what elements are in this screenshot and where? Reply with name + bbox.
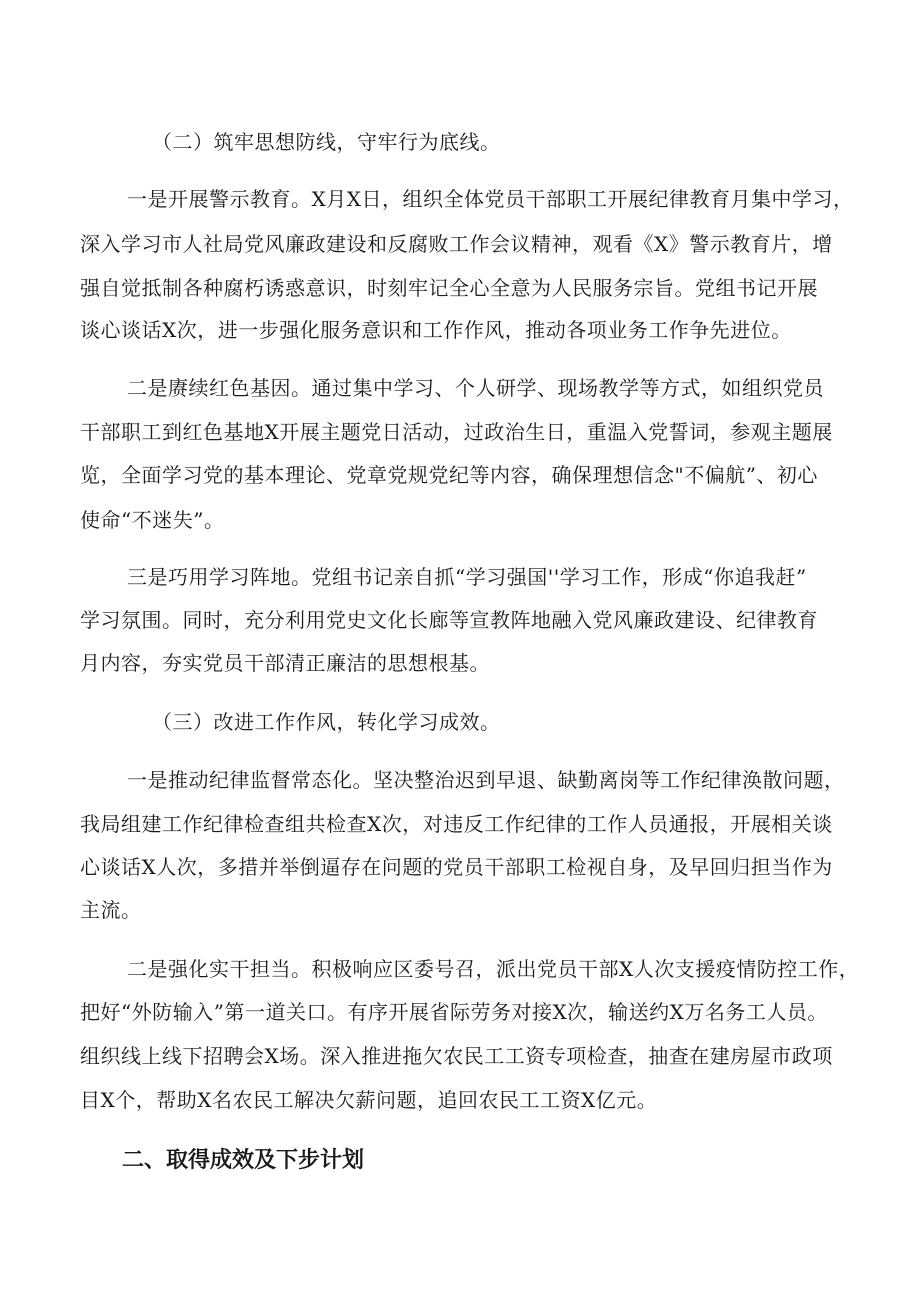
text-line: 一是推动纪律监督常态化。坚决整治迟到早退、缺勤离岗等工作纪律涣散问题，: [127, 768, 845, 792]
text-line: 览，全面学习党的基本理论、党章党规党纪等内容，确保理想信念"不偏航”、初心: [80, 463, 818, 487]
text-line: 我局组建工作纪律检查组共检查X次，对违反工作纪律的工作人员通报，开展相关谈: [80, 812, 833, 836]
text-line: 月内容，夯实党员干部清正廉洁的思想根基。: [80, 651, 490, 675]
text-line: 强自觉抵制各种腐朽诱惑意识，时刻牢记全心全意为人民服务宗旨。党组书记开展: [80, 276, 818, 300]
text-line: 心谈话X人次，多措并举倒逼存在问题的党员干部职工检视自身，及早回归担当作为: [80, 855, 833, 879]
text-line: 二是赓续红色基因。通过集中学习、个人研学、现场教学等方式，如组织党员: [127, 376, 824, 400]
text-line: 深入学习市人社局党风廉政建设和反腐败工作会议精神，观看《X》警示教育片，增: [80, 232, 833, 256]
text-line: 二是强化实干担当。积极响应区委号召，派出党员干部X人次支援疫情防控工作，: [127, 957, 860, 981]
section-heading-3: （三）改进工作作风，转化学习成效。: [152, 710, 501, 734]
text-line: 学习氛围。同时，充分利用党史文化长廊等宣教阵地融入党风廉政建设、纪律教育: [80, 608, 818, 632]
text-line: 组织线上线下招聘会X场。深入推进拖欠农民工工资专项检查，抽查在建房屋市政项: [80, 1044, 833, 1068]
text-line: 把好“外防输入”第一道关口。有序开展省际劳务对接X次，输送约X万名务工人员。: [80, 1000, 828, 1024]
text-line: 一是开展警示教育。X月X日，组织全体党员干部职工开展纪律教育月集中学习，: [127, 187, 854, 211]
part-heading-2: 二、取得成效及下步计划: [122, 1148, 365, 1173]
text-line: 干部职工到红色基地X开展主题党日活动，过政治生日，重温入党誓词，参观主题展: [80, 420, 833, 444]
section-heading-2: （二）筑牢思想防线，守牢行为底线。: [152, 130, 501, 154]
text-line: 谈心谈话X次，进一步强化服务意识和工作作风，推动各项业务工作争先进位。: [80, 318, 792, 342]
text-line: 主流。: [80, 898, 142, 922]
text-line: 目X个，帮助X名农民工解决欠薪问题，追回农民工工资X亿元。: [80, 1088, 658, 1112]
text-line: 三是巧用学习阵地。党组书记亲自抓“学习强国''学习工作，形成“你追我赶”: [127, 565, 807, 589]
text-line: 使命“不迷失”。: [80, 508, 225, 532]
